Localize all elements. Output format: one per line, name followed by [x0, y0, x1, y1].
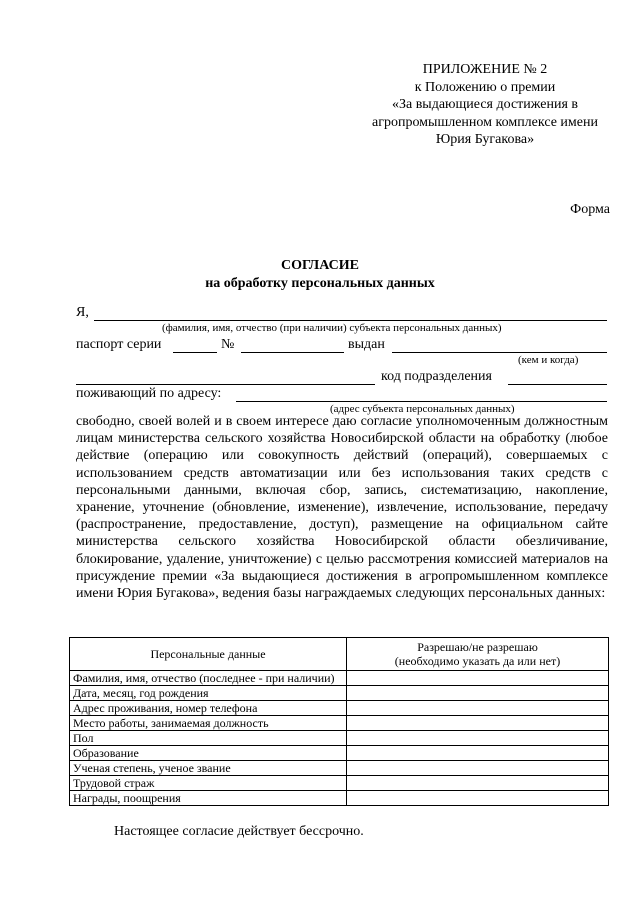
document-subtitle: на обработку персональных данных	[205, 276, 435, 291]
division-code-line[interactable]	[508, 384, 607, 385]
permission-cell[interactable]	[347, 671, 609, 686]
table-row	[70, 776, 609, 791]
issued-continuation-line[interactable]	[76, 384, 375, 385]
consent-text: свободно, своей волей и в своем интересе даю согласие уполномоченным должностным лицам министерства сельского хозяйства Новосибирской области на обработку (любое действие (операцию или совокупность действий (операций), совершаемых с использованием средств автоматизации или без использования таких средств с персональными данными, включая сбор, запись, систематизацию, накопление, хранение, уточнение (обновление, изменение), извлечение, использование, передачу (распространение, предоставление, доступ), размещение на официальном сайте министерства сельского хозяйства Новосибирской области обезличивание, блокирование, удаление, уничтожение) с целью рассмотрения комиссией материалов на присуждение премии «За выдающиеся достижения в агропромышленном комплексе имени Юрия Бугакова», ведения базы награждаемых следующих персональных данных:	[76, 414, 608, 602]
permission-cell[interactable]	[347, 731, 609, 746]
table-row	[70, 791, 609, 806]
row-label: Место работы, занимаемая должность	[70, 716, 347, 731]
name-caption: (фамилия, имя, отчество (при наличии) субъекта персональных данных)	[162, 322, 502, 334]
permission-cell[interactable]	[347, 776, 609, 791]
personal-data-table	[69, 637, 609, 806]
appendix-line: «За выдающиеся достижения в	[391, 97, 579, 112]
table-row	[70, 716, 609, 731]
row-label: Пол	[70, 731, 347, 746]
passport-series-line[interactable]	[173, 352, 217, 353]
table-row	[70, 746, 609, 761]
address-caption: (адрес субъекта персональных данных)	[330, 403, 515, 415]
table-row	[70, 761, 609, 776]
passport-number-line[interactable]	[241, 352, 344, 353]
issued-label: выдан	[348, 337, 385, 352]
passport-label: паспорт серии	[76, 337, 162, 352]
document-title: СОГЛАСИЕ	[281, 258, 359, 273]
appendix-line: к Положению о премии	[414, 79, 556, 95]
row-label: Награды, поощрения	[70, 791, 347, 806]
appendix-line: ПРИЛОЖЕНИЕ № 2	[422, 62, 548, 77]
row-label: Трудовой страж	[70, 776, 347, 791]
row-label: Фамилия, имя, отчество (последнее - при наличии)	[70, 671, 347, 686]
appendix-header	[340, 61, 630, 149]
table-row	[70, 686, 609, 701]
permission-header-note: (необходимо указать да или нет)	[394, 654, 561, 668]
name-fill-line[interactable]	[94, 320, 607, 321]
form-label: Форма	[570, 202, 610, 217]
i-label: Я,	[76, 305, 89, 320]
row-label: Дата, месяц, год рождения	[70, 686, 347, 701]
permission-cell[interactable]	[347, 791, 609, 806]
appendix-line: агропромышленном комплексе имени	[372, 114, 598, 130]
permission-header-line: Разрешаю/не разрешаю	[417, 640, 538, 654]
number-label: №	[221, 337, 235, 352]
table-row	[70, 701, 609, 716]
issued-fill-line[interactable]	[392, 352, 607, 353]
address-fill-line[interactable]	[236, 401, 607, 402]
permission-cell[interactable]	[347, 716, 609, 731]
address-label: поживающий по адресу:	[76, 386, 222, 401]
column-header-data: Персональные данные	[70, 638, 347, 671]
row-label: Адрес проживания, номер телефона	[70, 701, 347, 716]
division-code-label: код подразделения	[381, 369, 492, 384]
permission-cell[interactable]	[347, 746, 609, 761]
table-row	[70, 671, 609, 686]
issued-caption: (кем и когда)	[518, 354, 579, 366]
appendix-line: Юрия Бугакова»	[435, 132, 535, 147]
column-header-permission	[347, 638, 609, 671]
permission-cell[interactable]	[347, 701, 609, 716]
validity-statement: Настоящее согласие действует бессрочно.	[114, 824, 364, 839]
row-label: Ученая степень, ученое звание	[70, 761, 347, 776]
permission-cell[interactable]	[347, 686, 609, 701]
row-label: Образование	[70, 746, 347, 761]
permission-cell[interactable]	[347, 761, 609, 776]
table-row	[70, 731, 609, 746]
